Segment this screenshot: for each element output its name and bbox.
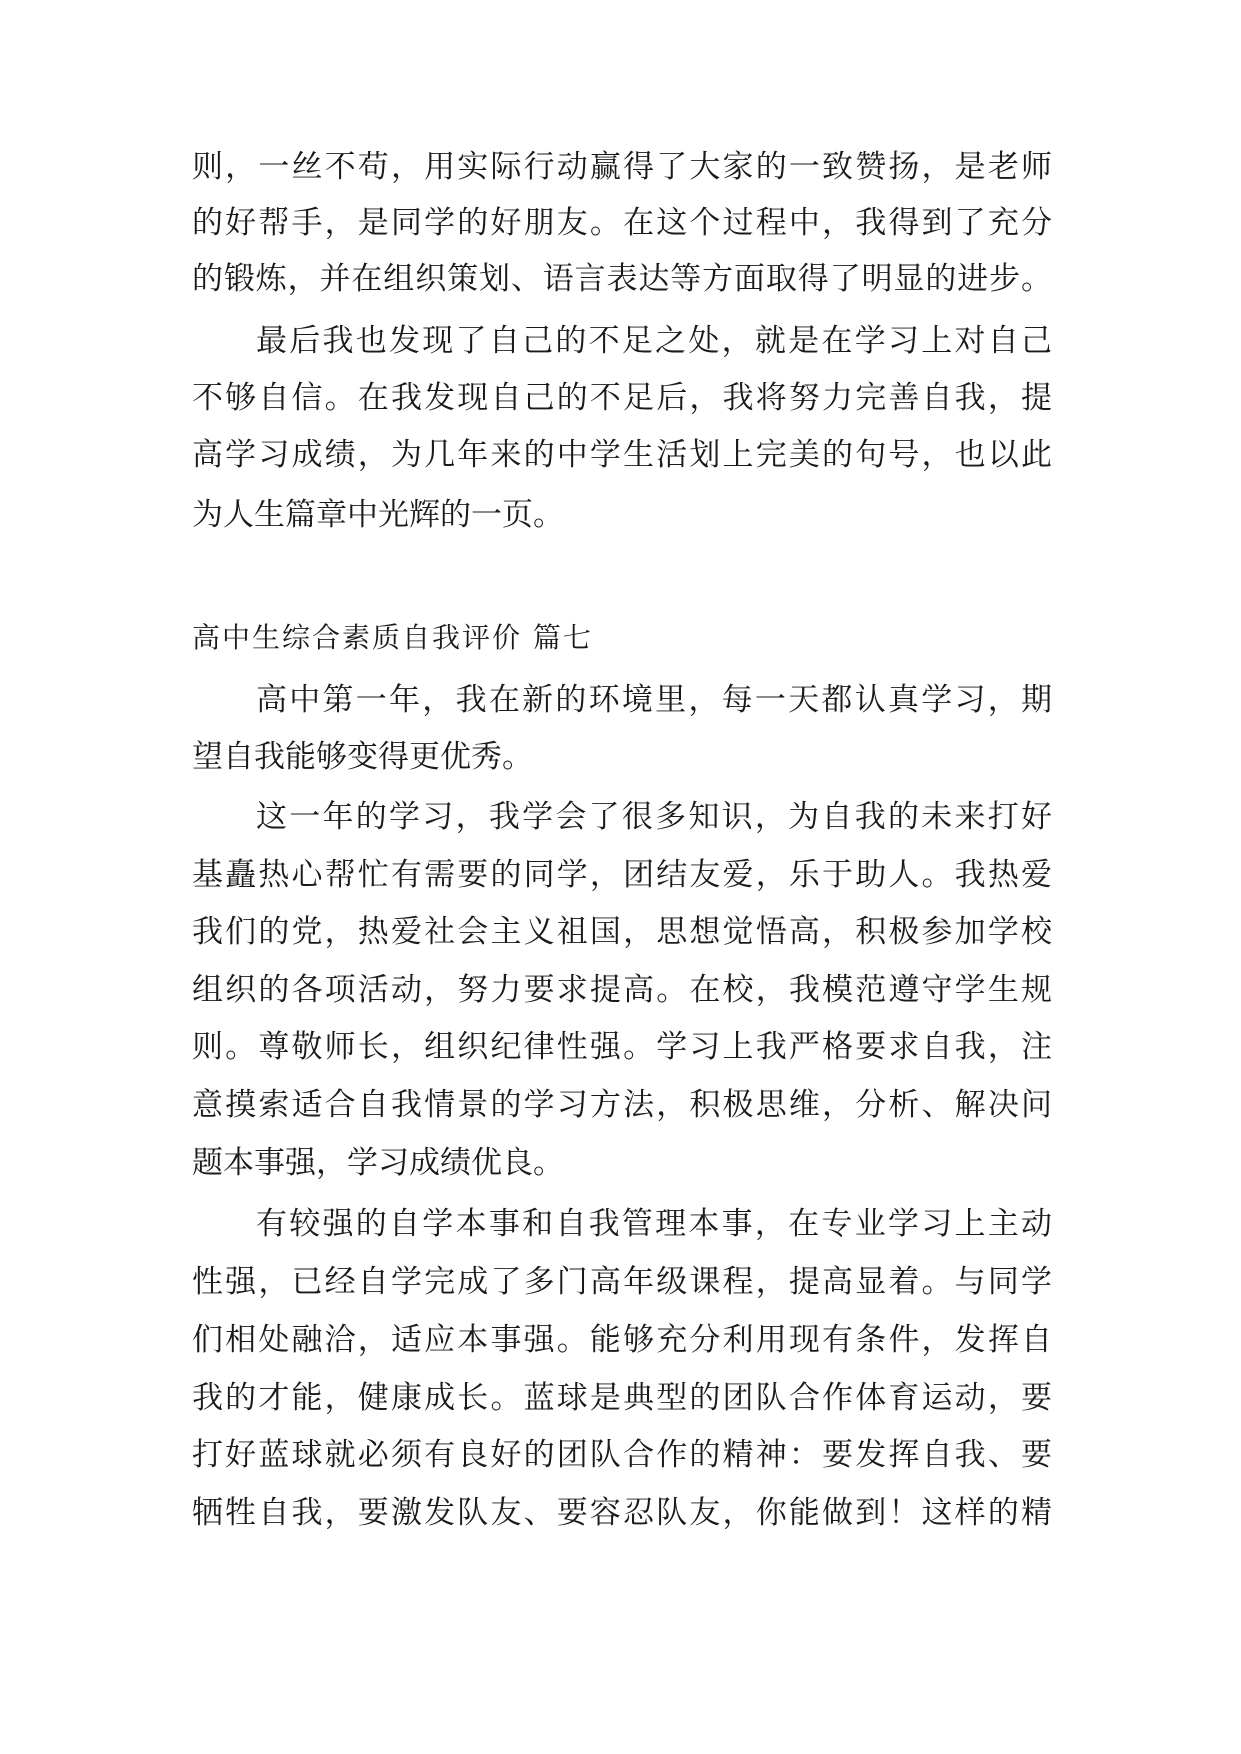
paragraph-line: 打好蓝球就必须有良好的团队合作的精神：要发挥自我、要 [192,1437,1052,1473]
paragraph-line: 的锻炼，并在组织策划、语言表达等方面取得了明显的进步。 [192,261,1052,297]
paragraph-line: 则。尊敬师长，组织纪律性强。学习上我严格要求自我，注 [192,1029,1052,1065]
paragraph-line: 组织的各项活动，努力要求提高。在校，我模范遵守学生规 [192,972,1052,1008]
paragraph-line: 这一年的学习，我学会了很多知识，为自我的未来打好 [256,799,1052,835]
paragraph-line: 高中第一年，我在新的环境里，每一天都认真学习，期 [256,682,1052,718]
paragraph-line: 题本事强，学习成绩优良。 [192,1145,564,1181]
paragraph-line: 最后我也发现了自己的不足之处，就是在学习上对自己 [256,323,1052,359]
paragraph-line: 我的才能，健康成长。蓝球是典型的团队合作体育运动，要 [192,1380,1052,1416]
paragraph-line: 有较强的自学本事和自我管理本事，在专业学习上主动 [256,1206,1052,1242]
paragraph-line: 高学习成绩，为几年来的中学生活划上完美的句号，也以此 [192,437,1052,473]
paragraph-line: 意摸索适合自我情景的学习方法，积极思维，分析、解决问 [192,1087,1052,1123]
paragraph-line: 望自我能够变得更优秀。 [192,739,533,775]
paragraph-line: 的好帮手，是同学的好朋友。在这个过程中，我得到了充分 [192,205,1052,241]
paragraph-line: 牺牲自我，要激发队友、要容忍队友，你能做到！这样的精 [192,1495,1052,1531]
paragraph-line: 们相处融洽，适应本事强。能够充分利用现有条件，发挥自 [192,1322,1052,1358]
paragraph-line: 性强，已经自学完成了多门高年级课程，提高显着。与同学 [192,1264,1052,1300]
paragraph-line: 为人生篇章中光辉的一页。 [192,497,564,533]
paragraph-line: 则，一丝不苟，用实际行动赢得了大家的一致赞扬，是老师 [192,149,1052,185]
section-heading: 高中生综合素质自我评价 篇七 [192,621,593,654]
paragraph-line: 基矗热心帮忙有需要的同学，团结友爱，乐于助人。我热爱 [192,857,1052,893]
paragraph-line: 不够自信。在我发现自己的不足后，我将努力完善自我，提 [192,380,1052,416]
paragraph-line: 我们的党，热爱社会主义祖国，思想觉悟高，积极参加学校 [192,914,1052,950]
